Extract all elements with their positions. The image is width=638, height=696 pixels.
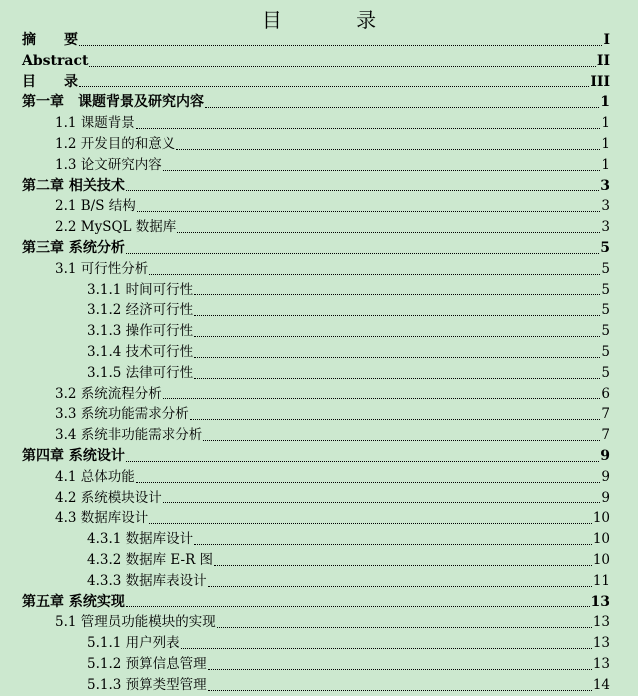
toc-entry[interactable] bbox=[55, 134, 610, 155]
toc-entry[interactable] bbox=[55, 488, 610, 509]
toc-entry-page-number: 5 bbox=[601, 281, 610, 298]
toc-entry-page-number: 7 bbox=[601, 427, 610, 444]
toc-entry-page-number: 11 bbox=[592, 572, 610, 589]
toc-entry-label: 5.1.3 预算类型管理 bbox=[87, 676, 207, 693]
toc-entry[interactable] bbox=[87, 529, 610, 550]
dot-leader bbox=[79, 86, 589, 87]
toc-entry-page-number: 3 bbox=[601, 219, 610, 236]
dot-leader bbox=[89, 66, 595, 67]
toc-entry-page-number: 1 bbox=[601, 115, 610, 132]
toc-entry[interactable] bbox=[55, 404, 610, 425]
dot-leader bbox=[194, 378, 600, 379]
toc-entry-page-number: 5 bbox=[601, 302, 610, 319]
toc-entry-label: 3.1.3 操作可行性 bbox=[87, 323, 194, 340]
toc-entry-label: 3.1.4 技术可行性 bbox=[87, 344, 194, 360]
dot-leader bbox=[163, 398, 601, 399]
toc-entry-page-number: 9 bbox=[600, 448, 610, 464]
toc-entry[interactable] bbox=[87, 321, 610, 342]
toc-entry-page-number: 6 bbox=[601, 385, 610, 402]
toc-entry-page-number: 13 bbox=[592, 614, 610, 631]
toc-entry-page-number: 9 bbox=[601, 468, 610, 485]
toc-entry-label: 第四章 系统设计 bbox=[22, 448, 125, 464]
dot-leader bbox=[149, 274, 600, 275]
toc-entry[interactable] bbox=[55, 113, 610, 134]
toc-entry-page-number: 3 bbox=[601, 198, 610, 215]
toc-entry-label: 第三章 系统分析 bbox=[22, 240, 125, 256]
toc-entry[interactable] bbox=[22, 51, 610, 72]
toc-entry[interactable] bbox=[55, 196, 610, 217]
toc-entry-page-number: 9 bbox=[601, 489, 610, 506]
dot-leader bbox=[194, 544, 592, 545]
dot-leader bbox=[208, 669, 592, 670]
toc-entry-label: 4.3.1 数据库设计 bbox=[87, 531, 194, 548]
toc-entry[interactable] bbox=[87, 654, 610, 675]
toc-entry-page-number: 1 bbox=[601, 156, 610, 173]
toc-entry-label: 3.1.2 经济可行性 bbox=[87, 302, 194, 319]
toc-entry-label: 3.3 系统功能需求分析 bbox=[55, 406, 189, 423]
toc-entry-page-number: II bbox=[596, 52, 610, 69]
dot-leader bbox=[126, 606, 590, 607]
dot-leader bbox=[126, 461, 599, 462]
toc-entry-label: 5.1 管理员功能模块的实现 bbox=[55, 614, 216, 631]
toc-entry-label: 第五章 系统实现 bbox=[22, 593, 125, 610]
dot-leader bbox=[79, 45, 602, 46]
toc-entry-page-number: 5 bbox=[601, 323, 610, 340]
toc-entry-page-number: 14 bbox=[592, 676, 610, 693]
dot-leader bbox=[217, 627, 592, 628]
toc-entry-label: 5.1.1 用户列表 bbox=[87, 635, 180, 652]
dot-leader bbox=[136, 482, 601, 483]
toc-entry[interactable] bbox=[55, 155, 610, 176]
toc-entry[interactable] bbox=[55, 217, 610, 238]
dot-leader bbox=[163, 170, 601, 171]
toc-entry-label: 4.3 数据库设计 bbox=[55, 510, 149, 527]
toc-entry-label: 2.2 MySQL 数据库 bbox=[55, 219, 177, 236]
dot-leader bbox=[214, 565, 592, 566]
toc-entry[interactable] bbox=[87, 571, 610, 592]
dot-leader bbox=[194, 357, 600, 358]
toc-entry-page-number: 1 bbox=[600, 94, 610, 111]
dot-leader bbox=[177, 232, 600, 233]
toc-entry-page-number: 3 bbox=[600, 177, 610, 194]
toc-entry-label: 2.1 B/S 结构 bbox=[55, 198, 136, 215]
toc-entry-page-number: 7 bbox=[601, 406, 610, 423]
toc-entry-label: 3.2 系统流程分析 bbox=[55, 385, 162, 402]
toc-entry-page-number: 1 bbox=[601, 136, 610, 152]
toc-entry-label: Abstract bbox=[22, 52, 89, 69]
toc-entry[interactable] bbox=[55, 467, 610, 488]
dot-leader bbox=[126, 253, 599, 254]
dot-leader bbox=[181, 648, 592, 649]
toc-entry-page-number: 5 bbox=[601, 260, 610, 277]
toc-entry[interactable] bbox=[55, 508, 610, 529]
dot-leader bbox=[136, 128, 601, 129]
toc-entry[interactable] bbox=[22, 30, 610, 51]
dot-leader bbox=[208, 586, 592, 587]
toc-entry[interactable] bbox=[22, 72, 610, 93]
toc-entry[interactable] bbox=[87, 550, 610, 571]
toc-entry-label: 1.3 论文研究内容 bbox=[55, 156, 162, 173]
toc-entry[interactable] bbox=[87, 342, 610, 363]
toc-entry-label: 3.1.5 法律可行性 bbox=[87, 364, 194, 381]
toc-entry[interactable] bbox=[55, 612, 610, 633]
dot-leader bbox=[194, 294, 600, 295]
toc-entry[interactable] bbox=[87, 280, 610, 301]
toc-entry[interactable] bbox=[22, 176, 610, 197]
toc-entry-label: 第二章 相关技术 bbox=[22, 177, 125, 194]
dot-leader bbox=[203, 440, 600, 441]
toc-entry-label: 4.3.2 数据库 E-R 图 bbox=[87, 552, 214, 568]
dot-leader bbox=[194, 315, 600, 316]
dot-leader bbox=[208, 690, 592, 691]
toc-entry[interactable] bbox=[22, 238, 610, 259]
toc-entry-label: 摘 要 bbox=[22, 32, 78, 48]
toc-entry-label: 1.1 课题背景 bbox=[55, 115, 135, 132]
toc-entry[interactable] bbox=[55, 425, 610, 446]
toc-entry[interactable] bbox=[22, 92, 610, 113]
toc-entry[interactable] bbox=[55, 384, 610, 405]
toc-entry[interactable] bbox=[87, 675, 610, 696]
dot-leader bbox=[190, 419, 601, 420]
dot-leader bbox=[205, 107, 599, 108]
dot-leader bbox=[194, 336, 600, 337]
toc-entry[interactable] bbox=[87, 633, 610, 654]
toc-entry-label: 4.2 系统模块设计 bbox=[55, 489, 162, 506]
toc-entry-page-number: 13 bbox=[590, 593, 610, 610]
toc-entry-label: 1.2 开发目的和意义 bbox=[55, 136, 176, 152]
dot-leader bbox=[163, 502, 601, 503]
toc-entry[interactable] bbox=[22, 446, 610, 467]
dot-leader bbox=[176, 149, 600, 150]
toc-entry[interactable] bbox=[55, 259, 610, 280]
toc-entry-page-number: 5 bbox=[601, 364, 610, 381]
toc-entry-page-number: 13 bbox=[592, 635, 610, 652]
toc-entry[interactable] bbox=[22, 592, 610, 613]
dot-leader bbox=[126, 190, 599, 191]
toc-entry-label: 第一章 课题背景及研究内容 bbox=[22, 94, 204, 111]
toc-entry-label: 3.4 系统非功能需求分析 bbox=[55, 427, 203, 444]
toc-entry-page-number: 10 bbox=[592, 552, 610, 568]
toc-entry-page-number: 13 bbox=[592, 656, 610, 672]
toc-entry-page-number: III bbox=[590, 73, 610, 90]
dot-leader bbox=[137, 211, 601, 212]
toc-entry-label: 4.1 总体功能 bbox=[55, 468, 135, 485]
toc-entry-page-number: 5 bbox=[600, 240, 610, 256]
toc-entry-page-number: I bbox=[603, 32, 610, 48]
toc-entry-label: 4.3.3 数据库表设计 bbox=[87, 572, 207, 589]
toc-entry[interactable] bbox=[87, 363, 610, 384]
toc-entry-page-number: 5 bbox=[601, 344, 610, 360]
toc-entry-page-number: 10 bbox=[592, 531, 610, 548]
toc-entry-label: 5.1.2 预算信息管理 bbox=[87, 656, 207, 672]
page-title: 目 录 bbox=[261, 8, 411, 32]
dot-leader bbox=[149, 523, 592, 524]
toc-entry-page-number: 10 bbox=[592, 510, 610, 527]
toc-entry-label: 3.1.1 时间可行性 bbox=[87, 281, 194, 298]
toc-entry-label: 3.1 可行性分析 bbox=[55, 260, 149, 277]
toc-entry-label: 目 录 bbox=[22, 73, 78, 90]
toc-entry[interactable] bbox=[87, 300, 610, 321]
